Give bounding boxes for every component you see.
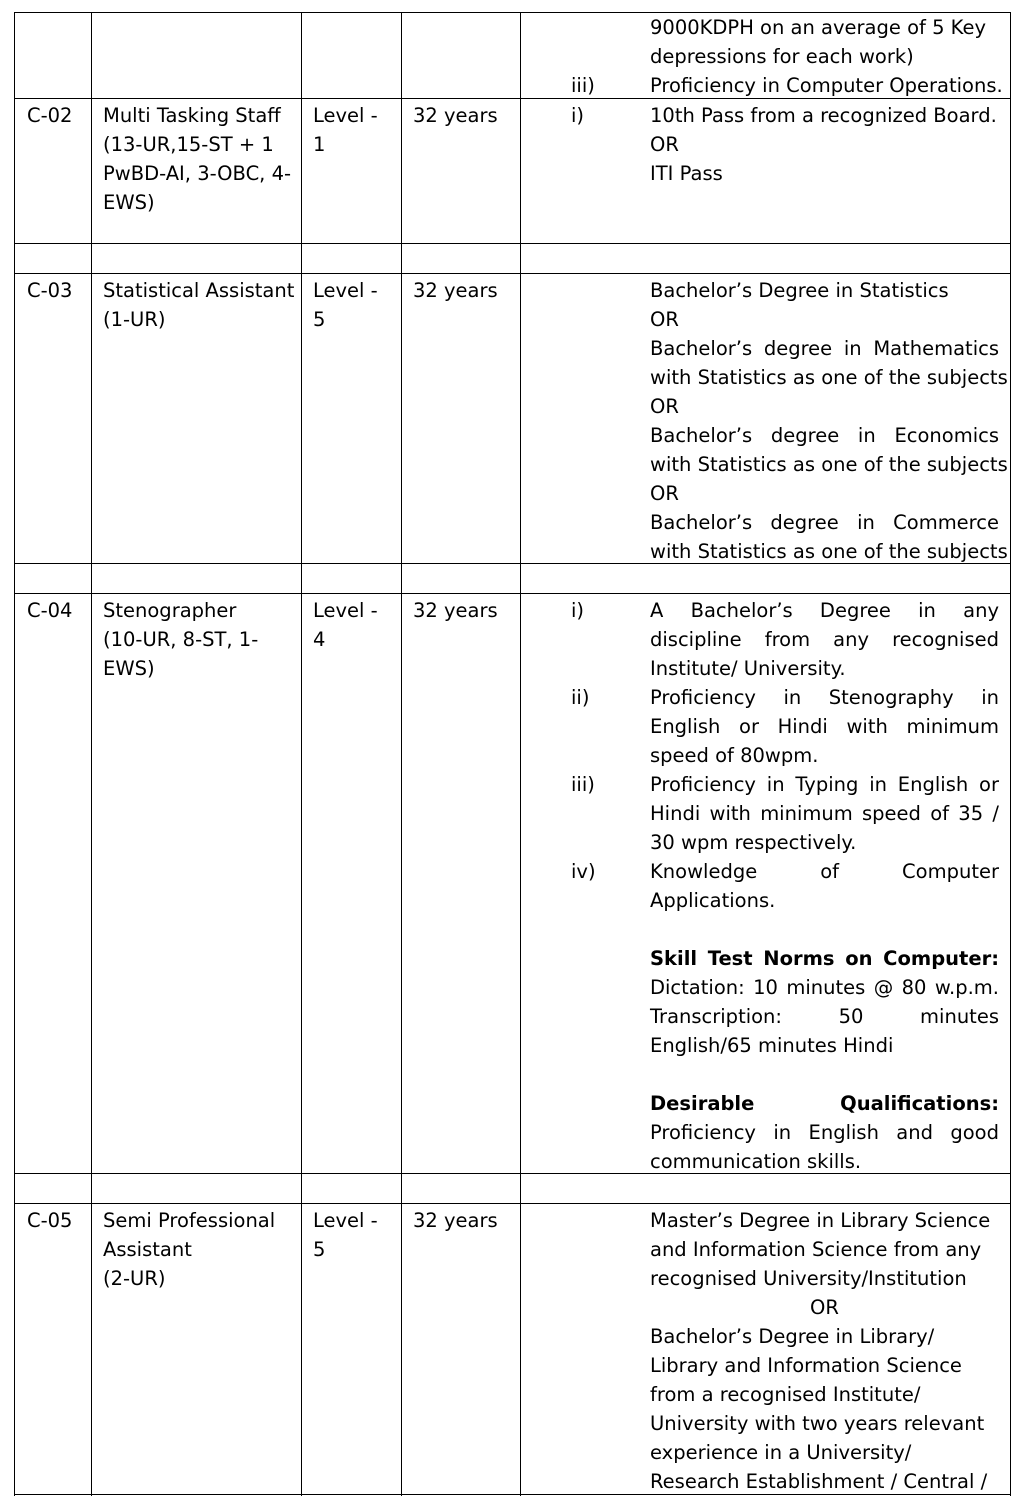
qualification-line: Hindi with minimum speed of 35 /	[650, 802, 999, 825]
qualification-line: Bachelor’s Degree in Library/	[650, 1325, 935, 1348]
column-divider-age	[520, 12, 521, 1496]
post-code: C-03	[27, 279, 73, 302]
qualification-line: Bachelor’s degree in Mathematics	[650, 337, 999, 360]
qualification-line: Applications.	[650, 889, 776, 912]
qualification-line: with Statistics as one of the subjects	[650, 453, 1008, 476]
row-divider	[14, 1173, 1011, 1174]
qualification-line: ITI Pass	[650, 162, 723, 185]
qualification-line: depressions for each work)	[650, 45, 914, 68]
pay-level: Level -	[313, 599, 378, 622]
pay-level: Level -	[313, 279, 378, 302]
pay-level: 1	[313, 133, 326, 156]
list-marker: ii)	[571, 686, 590, 709]
qualification-line: 9000KDPH on an average of 5 Key	[650, 16, 987, 39]
qualification-line: OR	[810, 1296, 839, 1319]
skill-test-line: Dictation: 10 minutes @ 80 w.p.m.	[650, 976, 999, 999]
post-name: EWS)	[103, 191, 155, 214]
list-marker: iii)	[571, 74, 595, 97]
column-divider-post	[301, 12, 302, 1496]
qualification-line: recognised University/Institution	[650, 1267, 967, 1290]
column-divider-code	[91, 12, 92, 1496]
qualification-line: University with two years relevant	[650, 1412, 985, 1435]
skill-test-heading: Skill Test Norms on Computer:	[650, 947, 999, 970]
qualification-line: Institute/ University.	[650, 657, 846, 680]
qualification-line: Proficiency in Typing in English or	[650, 773, 999, 796]
list-marker: iii)	[571, 773, 595, 796]
list-marker: i)	[571, 104, 585, 127]
qualification-line: Bachelor’s Degree in Statistics	[650, 279, 949, 302]
qualification-line: Proficiency in Stenography in	[650, 686, 999, 709]
qualification-line: experience in a University/	[650, 1441, 912, 1464]
qualification-line: with Statistics as one of the subjects	[650, 366, 1008, 389]
post-name: (10-UR, 8-ST, 1-	[103, 628, 259, 651]
qualification-line: discipline from any recognised	[650, 628, 999, 651]
row-divider	[14, 593, 1011, 594]
pay-level: 5	[313, 1238, 326, 1261]
qualification-line: 10th Pass from a recognized Board.	[650, 104, 997, 127]
age-limit: 32 years	[413, 104, 498, 127]
row-divider	[14, 243, 1011, 244]
qualification-line: with Statistics as one of the subjects	[650, 540, 1008, 563]
table-border-left	[14, 12, 15, 1496]
qualification-line: speed of 80wpm.	[650, 744, 819, 767]
qualification-line: 30 wpm respectively.	[650, 831, 857, 854]
post-code: C-04	[27, 599, 73, 622]
pay-level: Level -	[313, 1209, 378, 1232]
age-limit: 32 years	[413, 599, 498, 622]
desirable-line: Proficiency in English and good	[650, 1121, 999, 1144]
qualification-line: English or Hindi with minimum	[650, 715, 999, 738]
qualification-line: Library and Information Science	[650, 1354, 962, 1377]
pay-level: 4	[313, 628, 326, 651]
row-divider	[14, 1203, 1011, 1204]
desirable-heading: Desirable Qualifications:	[650, 1092, 999, 1115]
column-divider-level	[401, 12, 402, 1496]
qualification-line: OR	[650, 308, 679, 331]
post-code: C-02	[27, 104, 73, 127]
post-name: (1-UR)	[103, 308, 166, 331]
qualification-line: Bachelor’s degree in Economics	[650, 424, 999, 447]
post-name: (13-UR,15-ST + 1	[103, 133, 274, 156]
qualification-line: Research Establishment / Central /	[650, 1470, 988, 1493]
post-name: EWS)	[103, 657, 155, 680]
post-name: Statistical Assistant	[103, 279, 295, 302]
qualification-line: OR	[650, 395, 679, 418]
qualification-line: from a recognised Institute/	[650, 1383, 921, 1406]
table-border-right	[1010, 12, 1011, 1496]
qualification-line: Knowledge of Computer	[650, 860, 999, 883]
qualification-line: and Information Science from any	[650, 1238, 982, 1261]
age-limit: 32 years	[413, 1209, 498, 1232]
qualification-line: OR	[650, 482, 679, 505]
list-marker: i)	[571, 599, 585, 622]
qualification-line: A Bachelor’s Degree in any	[650, 599, 999, 622]
post-code: C-05	[27, 1209, 73, 1232]
list-marker: iv)	[571, 860, 596, 883]
post-name: Stenographer	[103, 599, 237, 622]
skill-test-line: Transcription: 50 minutes	[650, 1005, 999, 1028]
qualification-line: Master’s Degree in Library Science	[650, 1209, 991, 1232]
qualification-line: OR	[650, 133, 679, 156]
post-name: Assistant	[103, 1238, 192, 1261]
post-name: PwBD-AI, 3-OBC, 4-	[103, 162, 292, 185]
post-name: Semi Professional	[103, 1209, 276, 1232]
desirable-line: communication skills.	[650, 1150, 862, 1173]
skill-test-line: English/65 minutes Hindi	[650, 1034, 894, 1057]
post-name: (2-UR)	[103, 1267, 166, 1290]
row-divider	[14, 273, 1011, 274]
post-name: Multi Tasking Staff	[103, 104, 281, 127]
age-limit: 32 years	[413, 279, 498, 302]
qualification-line: Bachelor’s degree in Commerce	[650, 511, 999, 534]
pay-level: 5	[313, 308, 326, 331]
pay-level: Level -	[313, 104, 378, 127]
qualification-line: Proficiency in Computer Operations.	[650, 74, 1003, 97]
